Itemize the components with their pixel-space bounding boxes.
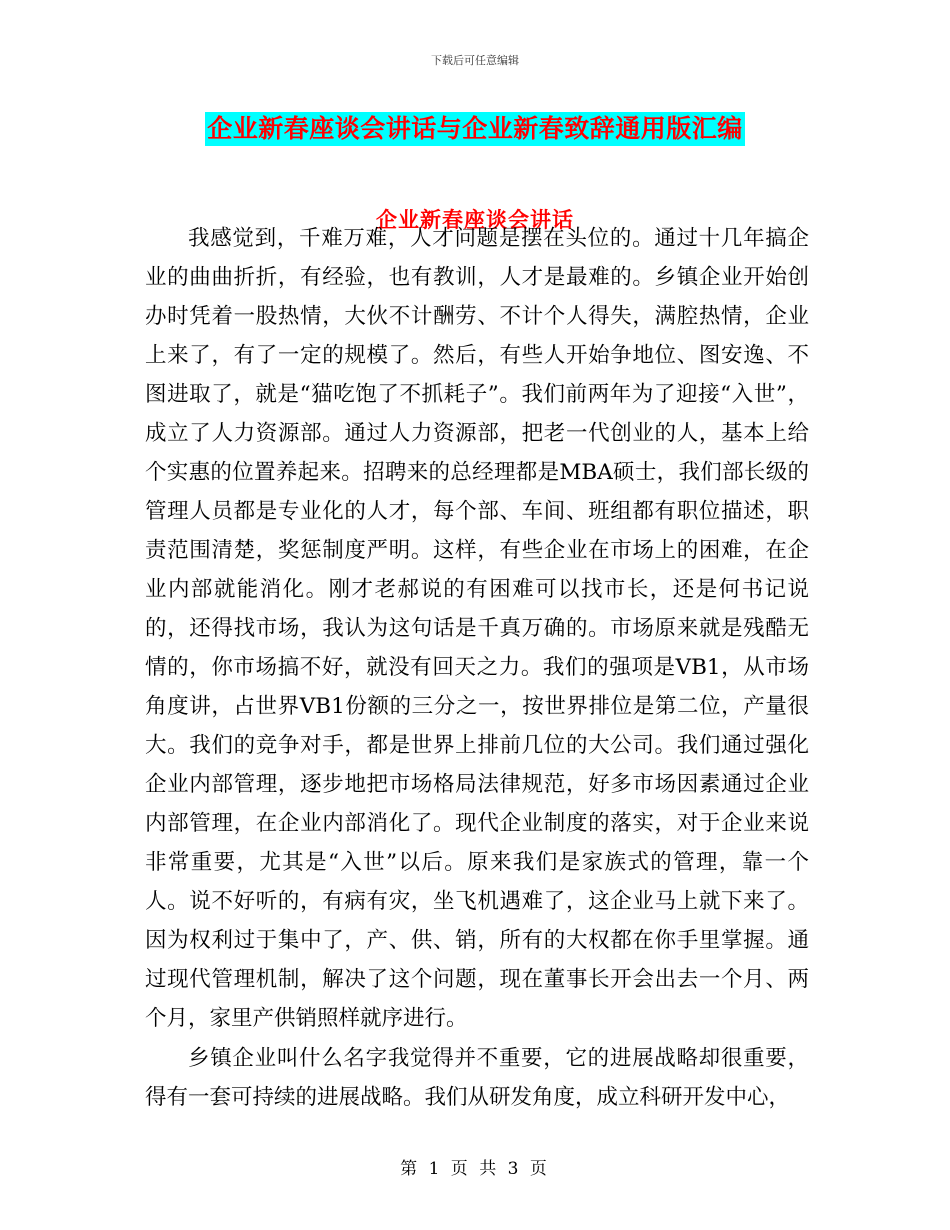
document-title xyxy=(0,112,950,146)
document-title-text: 企业新春座谈会讲话与企业新春致辞通用版汇编 xyxy=(205,112,745,146)
header-note: 下载后可任意编辑 xyxy=(431,54,519,67)
page-footer: 第 1 页 共 3 页 xyxy=(400,1159,550,1179)
body-text xyxy=(145,219,809,1117)
paragraph-1: 我感觉到，千难万难，人才问题是摆在头位的。通过十几年搞企业的曲曲折折，有经验，也有教训，人才是最难的。乡镇企业开始创办时凭着一股热情，大伙不计酬劳、不计个人得失，满腔热情，企业上来了，有了一定的规模了。然后，有些人开始争地位、图安逸、不图进取了，就是“猫吃饱了不抓耗子”。我们前两年为了迎接“入世”，成立了人力资源部。通过人力资源部，把老一代创业的人，基本上给个实惠的位置养起来。招聘来的总经理都是MBA硕士，我们部长级的管理人员都是专业化的人才，每个部、车间、班组都有职位描述，职责范围清楚，奖惩制度严明。这样，有些企业在市场上的困难，在企业内部就能消化。刚才老郝说的有困难可以找市长，还是何书记说的，还得找市场，我认为这句话是千真万确的。市场原来就是残酷无情的，你市场搞不好，就没有回天之力。我们的强项是VB1，从市场角度讲，占世界VB1份额的三分之一，按世界排位是第二位，产量很大。我们的竞争对手，都是世界上排前几位的大公司。我们通过强化企业内部管理，逐步地把市场格局法律规范，好多市场因素通过企业内部管理，在企业内部消化了。现代企业制度的落实，对于企业来说非常重要，尤其是“入世”以后。原来我们是家族式的管理，靠一个人。说不好听的，有病有灾，坐飞机遇难了，这企业马上就下来了。因为权利过于集中了，产、供、销，所有的大权都在你手里掌握。通过现代管理机制，解决了这个问题，现在董事长开会出去一个月、两个月，家里产供销照样就序进行。 xyxy=(145,226,809,1031)
section-title: 企业新春座谈会讲话 xyxy=(376,207,574,232)
paragraph-2: 乡镇企业叫什么名字我觉得并不重要，它的进展战略却很重要，得有一套可持续的进展战略。我们从研发角度，成立科研开发中心， xyxy=(145,1046,809,1110)
